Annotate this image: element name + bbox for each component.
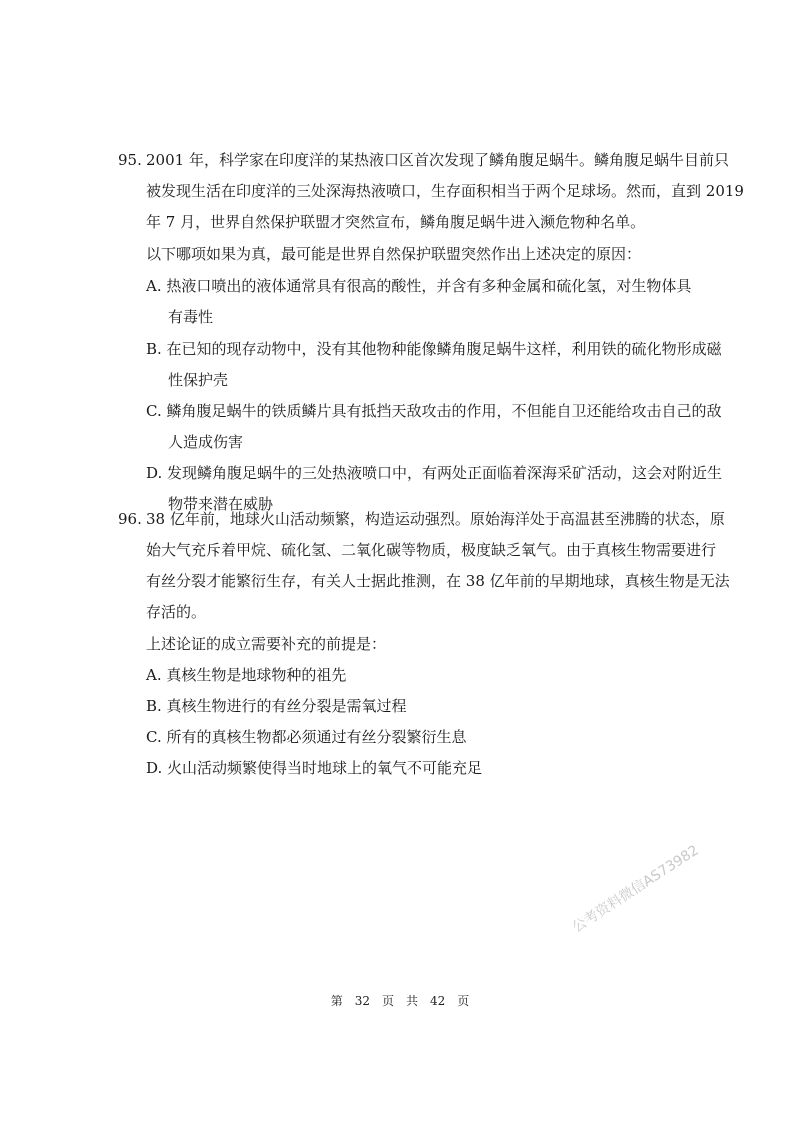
option-text: C. 鳞角腹足蜗牛的铁质鳞片具有抵挡天敌攻击的作用，不但能自卫还能给攻击自己的敌: [146, 402, 722, 420]
watermark: 公考资料微信AS73982: [569, 842, 702, 936]
question-number: 96.: [118, 510, 142, 528]
question-prompt: 上述论证的成立需要补充的前提是：: [146, 635, 387, 653]
stem-line: 始大气充斥着甲烷、硫化氢、二氧化碳等物质，极度缺乏氧气。由于真核生物需要进行: [146, 541, 717, 559]
stem-line: 年 7 月，世界自然保护联盟才突然宣布，鳞角腹足蜗牛进入濒危物种名单。: [146, 213, 646, 231]
option-text-cont: 有毒性: [168, 308, 214, 326]
option-text: B. 在已知的现存动物中，没有其他物种能像鳞角腹足蜗牛这样，利用铁的硫化物形成磁: [146, 340, 722, 358]
stem-line: 存活的。: [146, 603, 207, 621]
option-c[interactable]: C. 所有的真核生物都必须通过有丝分裂繁衍生息: [146, 728, 467, 746]
option-b[interactable]: B. 真核生物进行的有丝分裂是需氧过程: [146, 697, 407, 715]
option-a[interactable]: A. 真核生物是地球物种的祖先: [146, 666, 347, 684]
stem-line: 有丝分裂才能繁衍生存，有关人士据此推测，在 38 亿年前的早期地球，真核生物是无法: [146, 572, 730, 590]
footer-suffix: 页: [457, 994, 470, 1008]
stem-line: 被发现生活在印度洋的三处深海热液喷口，生存面积相当于两个足球场。然而，直到 2019: [146, 182, 744, 200]
option-text-cont: 人造成伤害: [168, 433, 244, 451]
footer-mid: 页 共: [381, 994, 418, 1008]
option-text: A. 热液口喷出的液体通常具有很高的酸性，并含有多种金属和硫化氢，对生物体具: [146, 277, 692, 295]
option-text-cont: 物带来潜在威胁: [168, 495, 274, 513]
stem-line: 2001 年，科学家在印度洋的某热液口区首次发现了鳞角腹足蜗牛。鳞角腹足蜗牛目前只: [146, 151, 729, 169]
question-prompt: 以下哪项如果为真，最可能是世界自然保护联盟突然作出上述决定的原因：: [146, 245, 642, 263]
total-pages: 42: [430, 994, 446, 1008]
page-number: 32: [354, 994, 370, 1008]
option-d[interactable]: D. 火山活动频繁使得当时地球上的氧气不可能充足: [146, 759, 483, 777]
stem-line: 38 亿年前，地球火山活动频繁，构造运动强烈。原始海洋处于高温甚至沸腾的状态，原: [146, 510, 725, 528]
option-text-cont: 性保护壳: [168, 371, 229, 389]
option-text: D. 发现鳞角腹足蜗牛的三处热液喷口中，有两处正面临着深海采矿活动，这会对附近生: [146, 464, 723, 482]
footer-prefix: 第: [330, 994, 343, 1008]
page-footer: [0, 992, 800, 1009]
question-number: 95.: [118, 151, 142, 169]
